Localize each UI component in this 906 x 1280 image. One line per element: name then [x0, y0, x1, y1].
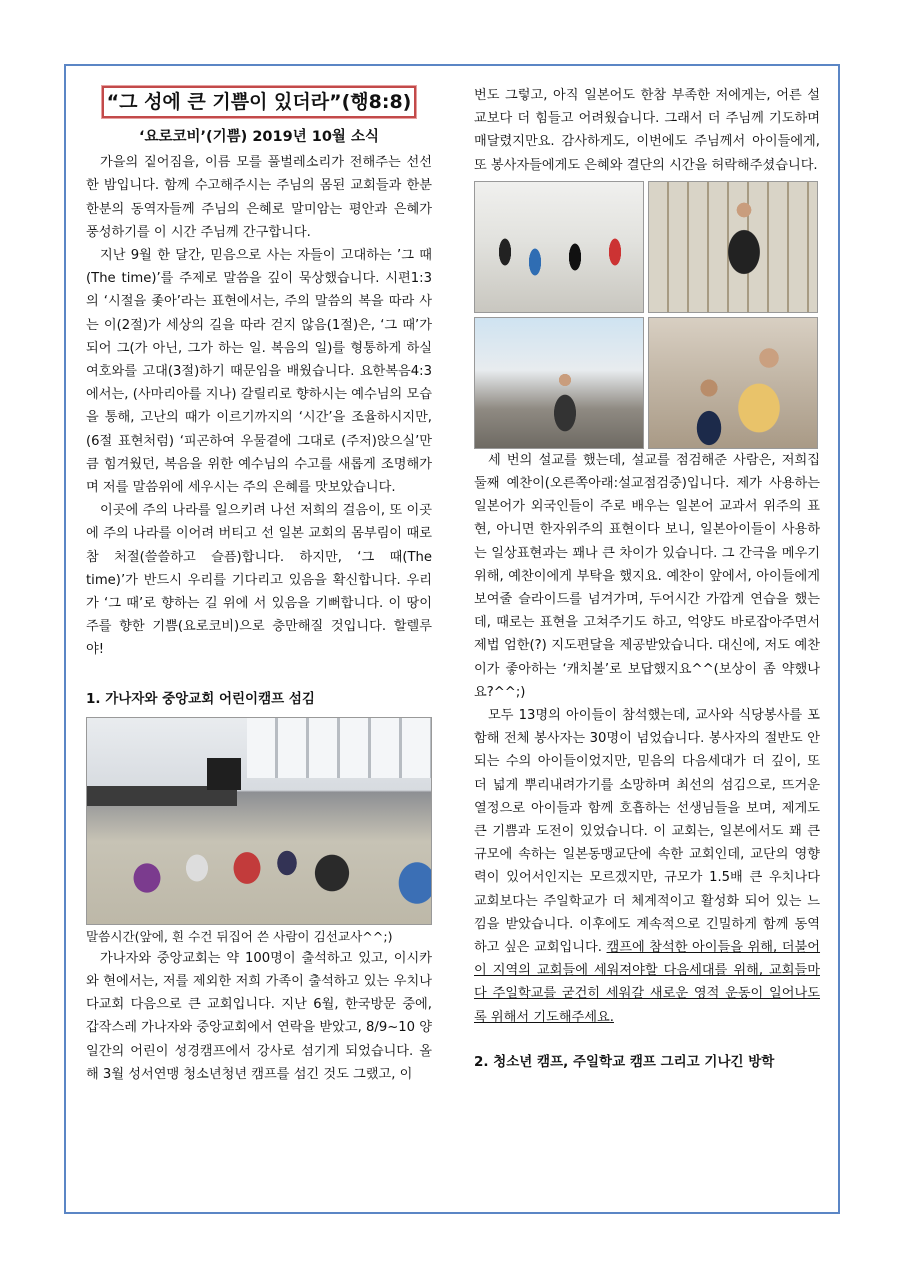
paragraph-meditation: 지난 9월 한 달간, 믿음으로 사는 자들이 고대하는 ’그 때(The time)’를 주제로 말씀을 깊이 묵상했습니다. 시편1:3의 ‘시절을 좇아’라는 표현에서는, 주의 말씀의 복을 따라 사는 이(2절)가 세상의 길을 따라 걷지 않음(1절)은, ‘그 때’가 되어 그(가 아닌, 그가 하는 일. 복음의 일)를 형통하게 하실 여호와를 고대(3절)하기 때문임을 배웠습니다. 요한복음4:3에서는, (사마리아를 지나) 갈릴리로 향하시는 예수님의 모습을 통해, 고난의 때가 이르기까지의 ‘시간’을 조율하시지만, (6절 표현처럼) ‘피곤하여 우물곁에 그대로 (주저)앉으실’만큼 힘겨웠던, 복음을 위한 예수님의 수고를 새롭게 조명해가며 저를 말씀위에 세우시는 주의 은혜를 맛보았습니다. — [86, 248, 432, 496]
section-heading-1: 1. 가나자와 중앙교회 어린이캠프 섬김 — [86, 690, 315, 707]
paragraph-the-time: 이곳에 주의 나라를 일으키려 나선 저희의 걸음이, 또 이곳에 주의 나라를 이어려 버티고 선 일본 교회의 몸부림이 때로 참 처절(쓸쓸하고 슬픔)합니다. 하지만, ‘그 때(The time)’가 반드시 우리를 기다리고 있음을 확신합니다. 우리가 ‘그 때’로 향하는 길 위에 서 있음을 기뻐합니다. 이 땅이 주를 향한 기쁨(요로코비)으로 충만해질 것입니다. 할렐루야! — [86, 503, 432, 658]
left-column — [86, 84, 432, 1086]
prayer-request: 캠프에 참석한 아이들을 위해, 더불어 이 지역의 교회들에 세워져야할 다음세대를 위해, 교회들마다 주일학교를 굳건히 세워갈 새로운 영적 운동이 일어나도록 위해서 기도해주세요. — [474, 940, 821, 1025]
photo-windows — [247, 718, 432, 778]
photo-kids-dancing — [474, 181, 644, 313]
paragraph-church-intro: 가나자와 중앙교회는 약 100명이 출석하고 있고, 이시카와 현에서는, 저를 제외한 저희 가족이 출석하고 있는 우치나다교회 다음으로 큰 교회입니다. 지난 6월, 한국방문 중에, 갑작스레 가나자와 중앙교회에서 연락을 받았고, 8/9~10 양일간의 어린이 성경캠프에서 강사로 섬기게 되었습니다. 올해 3월 성서연맹 청소년청년 캠프를 섬긴 것도 그랬고, 이 — [86, 950, 432, 1082]
photo-piano — [207, 758, 241, 790]
photo-musician — [474, 317, 644, 449]
photo-sermon-check — [648, 317, 818, 449]
paragraph-greeting: 가을의 짙어짐을, 이름 모를 풀벌레소리가 전해주는 선선한 밤입니다. 함께 수고해주시는 주님의 몸된 교회들과 한분 한분의 동역자들께 주님의 은혜로 말미암는 평안과 은혜가 풍성하기를 이 시간 주님께 간구합니다. — [86, 155, 432, 240]
children-camp-photo — [86, 717, 432, 925]
right-column — [474, 84, 820, 1074]
paragraph-continued: 번도 그렇고, 아직 일본어도 한참 부족한 저에게는, 어른 설교보다 더 힘들고 어려웠습니다. 그래서 더 주님께 기도하며 매달렸지만요. 감사하게도, 이번에도 주님께서 아이들에게, 또 봉사자들에게도 은혜와 결단의 시간을 허락해주셨습니다. — [474, 88, 820, 173]
camp-summary-text: 모두 13명의 아이들이 참석했는데, 교사와 식당봉사를 포함해 전체 봉사자는 30명이 넘었습니다. 봉사자의 절반도 안 되는 수의 아이들이었지만, 믿음의 다음세대가 더 깊이, 또 더 넓게 뿌리내려가기를 소망하며 최선의 섬김으로, 뜨거운 열정으로 아이들과 함께 호흡하는 선생님들을 보며, 제게도 큰 기쁨과 도전이 있었습니다. 이 교회는, 일본에서도 꽤 큰 규모에 속하는 일본동맹교단에 속한 교회인데, 교단의 영향력이 있어서인지는 모르겠지만, 규모가 1.5배 큰 우치나다 교회보다는 주일학교가 더 체계적이고 활성화 되어 있는 느낌을 받았습니다. 이후에도 계속적으로 긴밀하게 함께 동역하고 싶은 교회입니다. — [474, 708, 820, 956]
newsletter-subtitle: ‘요로코비’(기쁨) 2019년 10월 소식 — [138, 129, 380, 145]
photo-grid — [474, 181, 820, 449]
paragraph-camp-summary — [474, 704, 820, 1029]
newsletter-title: “그 성에 큰 기쁨이 있더라”(행8:8) — [102, 86, 417, 118]
paragraph-sermons: 세 번의 설교를 했는데, 설교를 점검해준 사람은, 저희집 둘째 예찬이(오른쪽아래:설교점검중)입니다. 제가 사용하는 일본어가 외국인들이 주로 배우는 일본어 교과서 위주의 표현, 아니면 한자위주의 표현이다 보니, 일본아이들이 사용하는 일상표현과는 꽤나 큰 차이가 있습니다. 그 간극을 메우기 위해, 예찬이에게 부탁을 했지요. 예찬이 앞에서, 아이들에게 보여줄 슬라이드를 넘겨가며, 두어시간 가깝게 연습을 했는데, 때로는 표현을 고쳐주기도 하고, 억양도 바로잡아주면서 제법 엄한(?) 지도편달을 제공받았습니다. 대신에, 저도 예찬이가 좋아하는 ‘캐치볼’로 보답했지요^^(보상이 좀 약했나요?^^;) — [474, 452, 820, 700]
section-heading-2: 2. 청소년 캠프, 주일학교 캠프 그리고 기나긴 방학 — [474, 1053, 775, 1070]
photo-caption: 말씀시간(앞에, 흰 수건 뒤집어 쓴 사람이 김선교사^^;) — [86, 928, 393, 944]
photo-man-sitting — [648, 181, 818, 313]
